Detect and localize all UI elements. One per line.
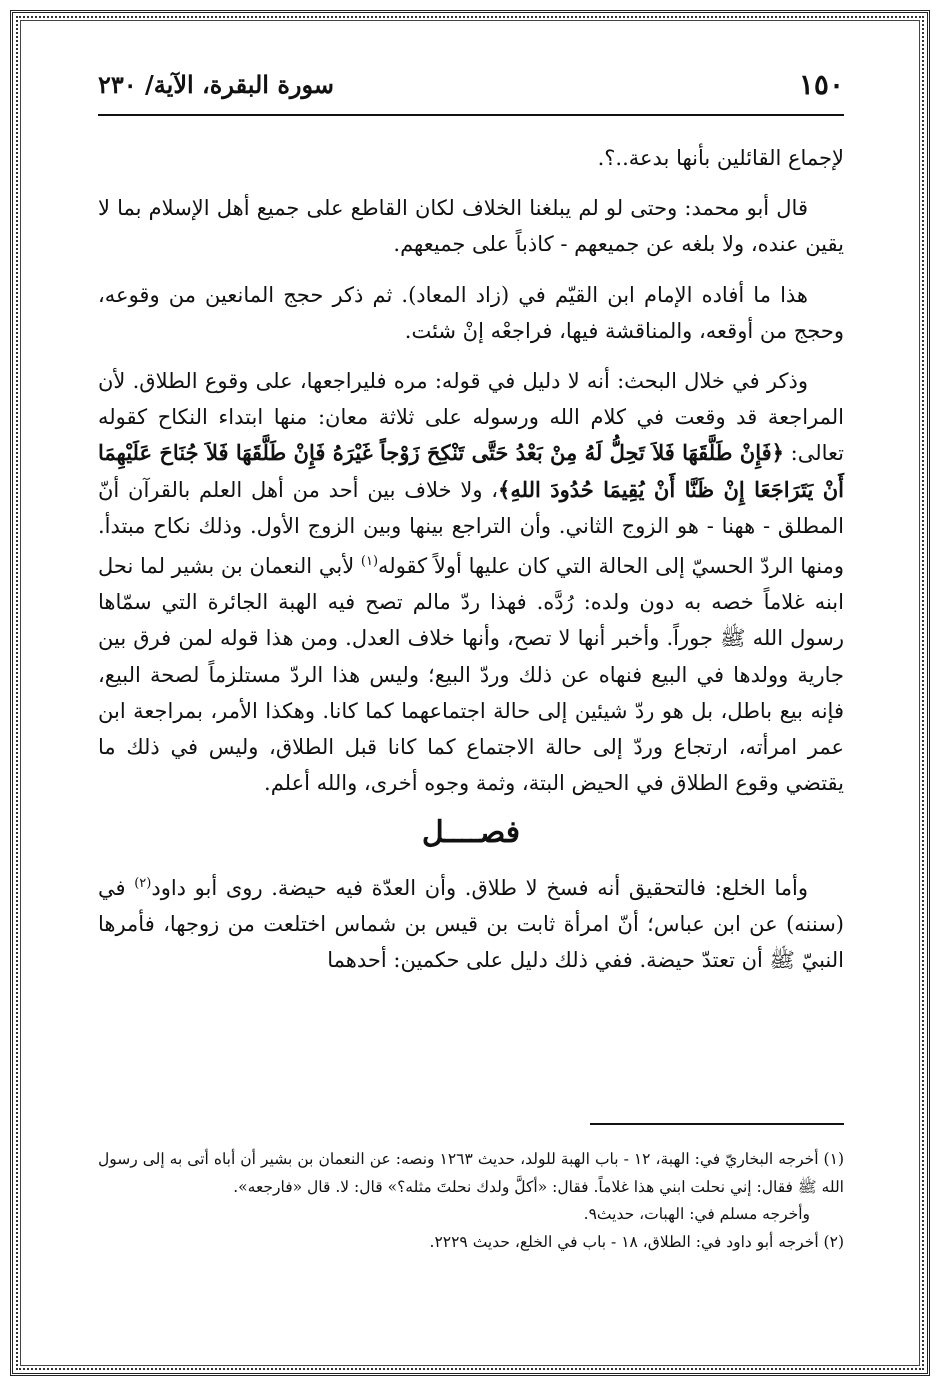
footnote-ref-1[interactable]: (١) — [360, 554, 379, 570]
paragraph-5 — [98, 866, 844, 979]
paragraph-5-text-b: في (سننه) عن ابن عباس؛ أنّ امرأة ثابت بن قيس بن شماس اختلعت من زوجها، فأمرها النبيّ ﷺ أن تعتدّ حيضة. ففي ذلك دليل على حكمين: أحدهما — [98, 875, 844, 973]
page-header — [98, 68, 844, 116]
paragraph-4-text-c: لأبي النعمان بن بشير لما نحل ابنه غلاماً خصه به دون ولده: رُدَّه. فهذا ردّ مالم تصح فيه الهبة الجائرة التي سمّاها رسول الله ﷺ جوراً. وأخبر أنها لا تصح، وأنها خلاف العدل. ومن هذا قوله لمن فرق بين جارية وولدها في البيع فنهاه عن ذلك وردّ البيع؛ وليس هذا الردّ مستلزماً لصحة البيع، فإنه بيع باطل، بل هو ردّ شيئين إلى حالة اجتماعهما كما كانا. وهكذا الأمر، بمراجعة ابن عمر امرأته، ارتجاع وردّ إلى حالة الاجتماع كما كانا قبل الطلاق، وليس في ذلك ما يقتضي وقوع الطلاق في الحيض البتة، وثمة وجوه أخرى، والله أعلم. — [98, 554, 844, 796]
paragraph-3: هذا ما أفاده الإمام ابن القيّم في (زاد المعاد). ثم ذكر حجج المانعين من وقوعه، وحجج من أوقعه، والمناقشة فيها، فراجعْه إنْ شئت. — [98, 282, 844, 343]
footnote-2: (٢) أخرجه أبو داود في: الطلاق، ١٨ - باب في الخلع، حديث ٢٢٢٩. — [429, 1232, 844, 1251]
page-number: ١٥٠ — [798, 68, 844, 101]
main-text — [98, 140, 844, 992]
paragraph-4-text-a: وذكر في خلال البحث: أنه لا دليل في قوله: مره فليراجعها، على وقوع الطلاق. لأن المراجعة قد وقعت في كلام الله ورسوله على ثلاثة معان: منها ابتداء النكاح كقوله تعالى: — [98, 369, 844, 466]
footnote-ref-2[interactable]: (٢) — [134, 875, 152, 891]
section-title: فصــــل — [421, 815, 521, 851]
footnote-1-continued: وأخرجه مسلم في: الهبات، حديث٩. — [583, 1205, 810, 1223]
paragraph-4-text-b: ، ولا خلاف بين أحد من أهل العلم بالقرآن أنّ المطلق - ههنا - هو الزوج الثاني. وأن التراجع بينها وبين الزوج الأول. وذلك نكاح مبتدأ. ومنها الردّ الحسيّ إلى الحالة التي كان عليها أولاً كقوله — [98, 477, 844, 579]
running-title: سورة البقرة، الآية/ ٢٣٠ — [98, 70, 335, 99]
footnotes — [98, 1146, 844, 1256]
footnote-separator — [590, 1123, 844, 1125]
paragraph-5-text-a: وأما الخلع: فالتحقيق أنه فسخ لا طلاق. وأن العدّة فيه حيضة. روى أبو داود — [151, 875, 808, 900]
quran-verse: ﴿فَإِنْ طَلَّقَهَا فَلاَ تَحِلُّ لَهُ مِنْ بَعْدُ حَتَّى تَنْكِحَ زَوْجاً غَيْرَهُ فَإِنْ طَلَّقَهَا فَلاَ جُنَاحَ عَلَيْهِمَا أَنْ يَتَرَاجَعَا إِنْ ظَنَّا أَنْ يُقِيمَا حُدُودَ اللهِ﴾ — [98, 440, 844, 502]
paragraph-4 — [98, 363, 844, 801]
paragraph-1: لإجماع القائلين بأنها بدعة..؟. — [597, 146, 844, 170]
footnote-1: (١) أخرجه البخاريّ في: الهبة، ١٢ - باب الهبة للولد، حديث ١٢٦٣ ونصه: عن النعمان بن بشير أن أباه أتى به إلى رسول الله ﷺ فقال: إني نحلت ابني هذا غلاماً. فقال: «أكلَّ ولدك نحلتَ مثله؟» قال: لا. قال «فارجعه». — [98, 1150, 844, 1196]
paragraph-2: قال أبو محمد: وحتى لو لم يبلغنا الخلاف لكان القاطع على جميع أهل الإسلام بما لا يقين عنده، ولا بلغه عن جميعهم - كاذباً على جميعهم. — [98, 196, 844, 257]
